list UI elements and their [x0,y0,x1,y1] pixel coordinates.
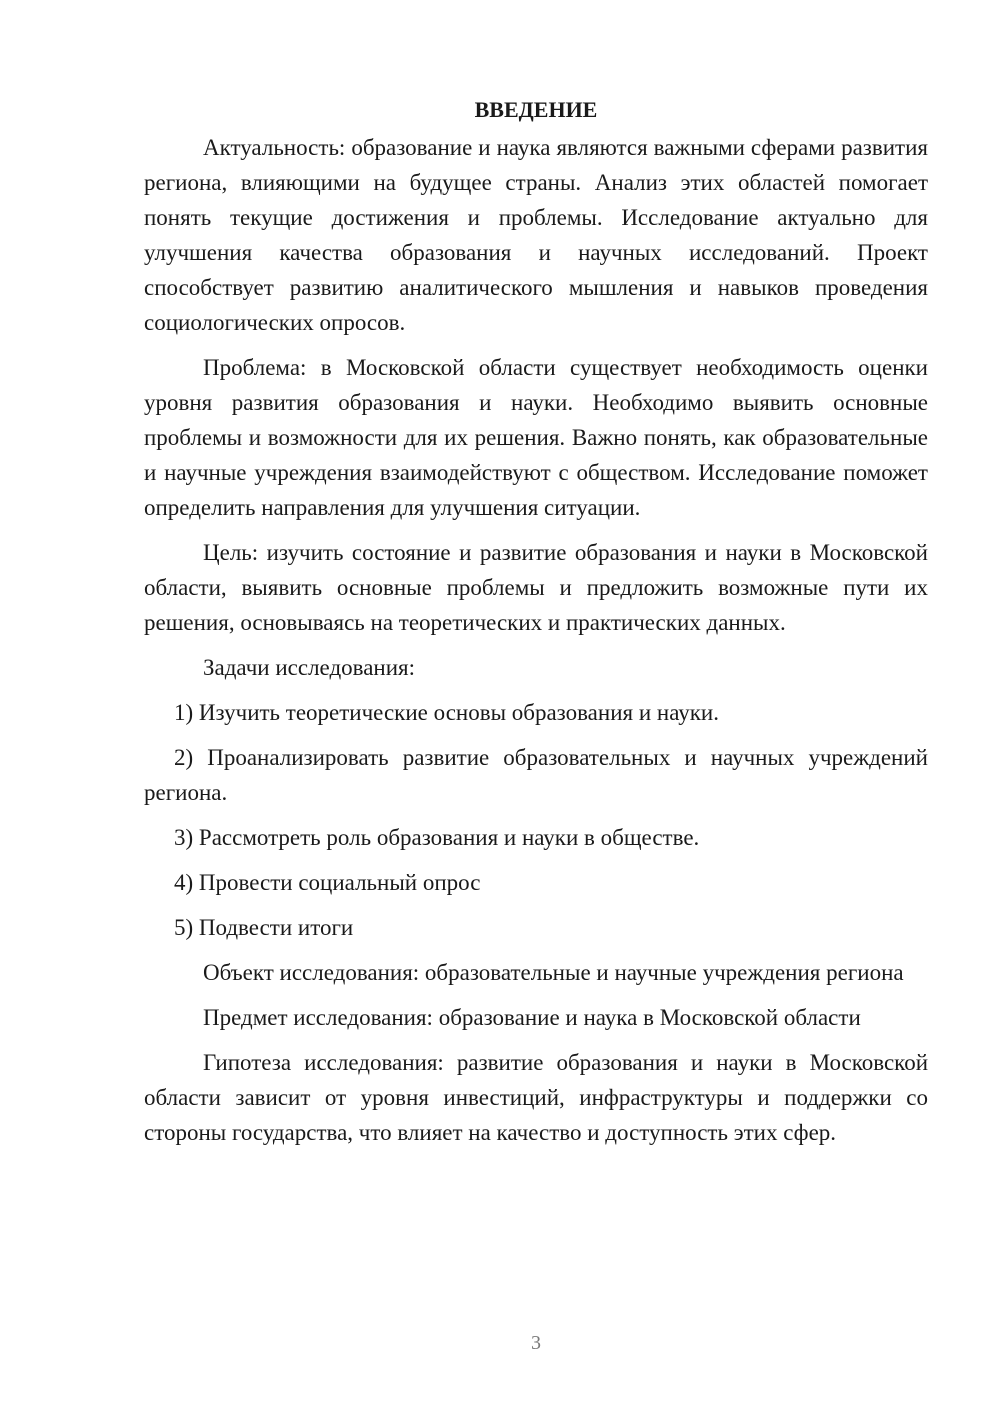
page-number: 3 [531,1332,541,1354]
section-heading: ВВЕДЕНИЕ [474,97,598,122]
goal-paragraph: Цель: изучить состояние и развитие образования и науки в Московской области, выявить основные проблемы и предложить возможные пути их решения, основываясь на теоретических и практических данных. [144,540,928,635]
research-subject-paragraph: Предмет исследования: образование и наука в Московской области [203,1005,861,1030]
tasks-intro: Задачи исследования: [203,655,416,680]
task-item: 5) Подвести итоги [174,915,354,940]
task-item: 1) Изучить теоретические основы образования и науки. [174,700,719,725]
page-content [144,92,928,1160]
task-item: 2) Проанализировать развитие образовательных и научных учреждений региона. [144,745,928,805]
research-object-paragraph: Объект исследования: образовательные и научные учреждения региона [203,960,904,985]
problem-paragraph: Проблема: в Московской области существует необходимость оценки уровня развития образования и науки. Необходимо выявить основные проблемы и возможности для их решения. Важно понять, как образовательные и научные учреждения взаимодействуют с обществом. Исследование поможет определить направления для улучшения ситуации. [144,355,928,520]
task-item: 3) Рассмотреть роль образования и науки в обществе. [174,825,700,850]
task-item: 4) Провести социальный опрос [174,870,481,895]
relevance-paragraph: Актуальность: образование и наука являются важными сферами развития региона, влияющими на будущее страны. Анализ этих областей помогает понять текущие достижения и проблемы. Исследование актуально для улучшения качества образования и научных исследований. Проект способствует развитию аналитического мышления и навыков проведения социологических опросов. [144,135,928,335]
hypothesis-paragraph: Гипотеза исследования: развитие образования и науки в Московской области зависит от уровня инвестиций, инфраструктуры и поддержки со стороны государства, что влияет на качество и доступность этих сфер. [144,1050,928,1145]
